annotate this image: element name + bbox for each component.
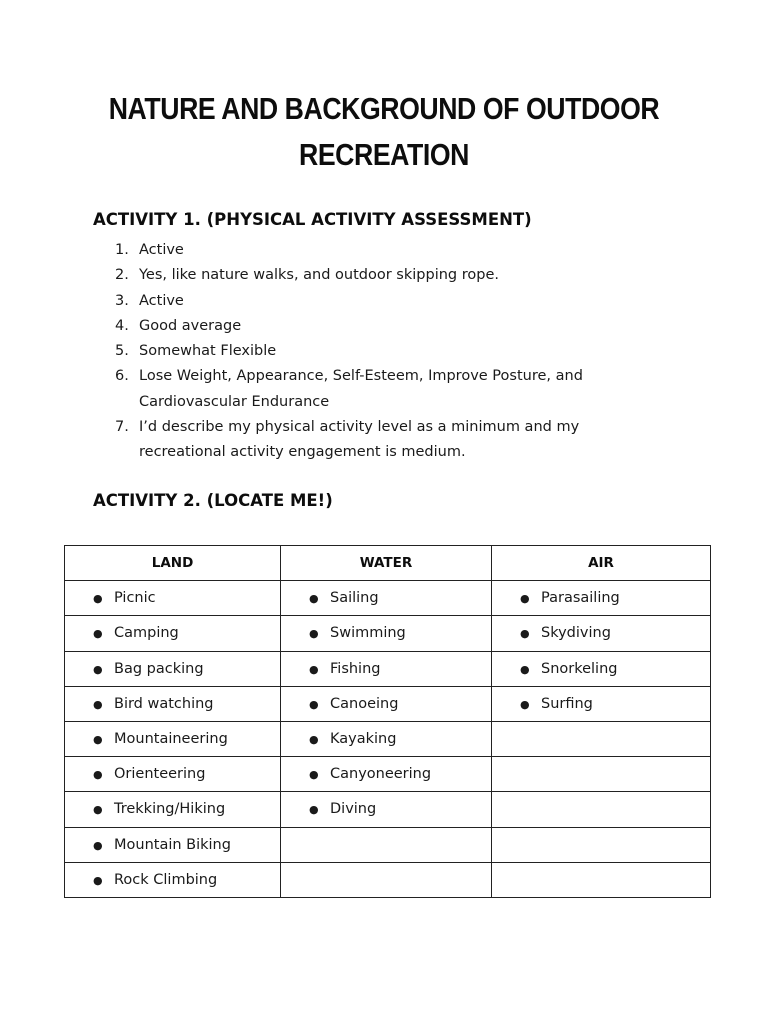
answer-text: Good average [139, 317, 242, 334]
activity-item-text: Picnic [114, 590, 156, 607]
activity-item-text: Rock Climbing [114, 871, 218, 888]
answer-number: 2. [115, 267, 129, 284]
answer-text: Yes, like nature walks, and outdoor skipping rope. [139, 267, 499, 284]
bullet-icon: ● [93, 803, 103, 817]
answer-text: Active [139, 292, 184, 309]
answer-text: I’d describe my physical activity level as a minimum and my recreational activity engagement is medium. [139, 419, 580, 461]
table-cell-water [281, 792, 492, 827]
activity-item-text: Fishing [330, 660, 381, 677]
bullet-icon: ● [93, 592, 103, 606]
table-cell-air [492, 827, 711, 862]
bullet-icon: ● [520, 697, 530, 711]
bullet-icon: ● [309, 697, 319, 711]
table-cell-air [492, 581, 711, 616]
answer-item [93, 238, 653, 263]
table-row [65, 757, 711, 792]
answer-text: Lose Weight, Appearance, Self-Esteem, Improve Posture, and Cardiovascular Endurance [139, 368, 583, 410]
activity-item-text: Bird watching [114, 695, 214, 712]
table-row [65, 686, 711, 721]
bullet-icon: ● [93, 873, 103, 887]
bullet-icon: ● [309, 768, 319, 782]
table-cell-water [281, 827, 492, 862]
answer-item [93, 263, 653, 288]
table-cell-land [65, 581, 281, 616]
table-row [65, 616, 711, 651]
table-cell-air [492, 862, 711, 897]
answer-number: 7. [115, 419, 129, 436]
table-cell-land [65, 616, 281, 651]
answer-number: 4. [115, 317, 129, 334]
locate-me-table [64, 545, 711, 898]
column-header-land: LAND [65, 546, 281, 581]
activity-item-text: Orienteering [114, 766, 206, 783]
activity-item-text: Swimming [330, 625, 406, 642]
table-cell-air [492, 757, 711, 792]
table-row [65, 862, 711, 897]
table-row [65, 827, 711, 862]
activity-2-heading: ACTIVITY 2. (LOCATE ME!) [93, 491, 333, 510]
activity-item-text: Parasailing [541, 590, 620, 607]
column-header-water: WATER [281, 546, 492, 581]
table-cell-water [281, 616, 492, 651]
bullet-icon: ● [309, 592, 319, 606]
page-title-line-2: RECREATION [299, 137, 469, 172]
table-cell-water [281, 581, 492, 616]
answer-number: 3. [115, 292, 129, 309]
activity-item-text: Sailing [330, 590, 379, 607]
activity-item-text: Canyoneering [330, 766, 432, 783]
table-body [65, 581, 711, 898]
bullet-icon: ● [520, 592, 530, 606]
table-header-row [65, 546, 711, 581]
table-cell-air [492, 721, 711, 756]
table-cell-land [65, 651, 281, 686]
activity-item-text: Mountaineering [114, 731, 228, 748]
bullet-icon: ● [93, 838, 103, 852]
answer-item [93, 314, 653, 339]
answer-number: 1. [115, 242, 129, 258]
table-cell-land [65, 792, 281, 827]
activity-1-answer-list [93, 238, 653, 466]
table-cell-water [281, 686, 492, 721]
answer-item [93, 289, 653, 314]
activity-1-heading: ACTIVITY 1. (PHYSICAL ACTIVITY ASSESSMENT) [93, 210, 532, 229]
table-cell-air [492, 686, 711, 721]
table-cell-land [65, 757, 281, 792]
table-row [65, 581, 711, 616]
bullet-icon: ● [309, 803, 319, 817]
table-cell-land [65, 686, 281, 721]
activity-item-text: Skydiving [541, 625, 611, 642]
table-cell-air [492, 616, 711, 651]
table-cell-land [65, 827, 281, 862]
activity-item-text: Diving [330, 801, 377, 818]
bullet-icon: ● [309, 662, 319, 676]
table-cell-water [281, 757, 492, 792]
page-title [54, 86, 714, 178]
activity-item-text: Canoeing [330, 695, 399, 712]
table-cell-land [65, 862, 281, 897]
table-cell-air [492, 792, 711, 827]
activity-item-text: Camping [114, 625, 179, 642]
table-row [65, 721, 711, 756]
answer-item [93, 364, 653, 415]
bullet-icon: ● [520, 627, 530, 641]
activity-item-text: Trekking/Hiking [114, 801, 226, 818]
table-cell-land [65, 721, 281, 756]
table-cell-air [492, 651, 711, 686]
bullet-icon: ● [93, 768, 103, 782]
bullet-icon: ● [309, 733, 319, 747]
answer-number: 5. [115, 343, 129, 360]
bullet-icon: ● [93, 733, 103, 747]
answer-text: Somewhat Flexible [139, 343, 277, 360]
answer-item [93, 415, 653, 466]
table-cell-water [281, 862, 492, 897]
activity-item-text: Bag packing [114, 660, 204, 677]
activity-item-text: Mountain Biking [114, 836, 231, 853]
table-row [65, 792, 711, 827]
page-title-line-1: NATURE AND BACKGROUND OF OUTDOOR [108, 91, 660, 126]
bullet-icon: ● [93, 697, 103, 711]
bullet-icon: ● [93, 662, 103, 676]
activity-item-text: Surfing [541, 695, 593, 712]
answer-text: Active [139, 242, 184, 258]
table-cell-water [281, 721, 492, 756]
bullet-icon: ● [520, 662, 530, 676]
activity-item-text: Kayaking [330, 731, 397, 748]
bullet-icon: ● [93, 627, 103, 641]
answer-item [93, 339, 653, 364]
table-cell-water [281, 651, 492, 686]
answer-number: 6. [115, 368, 129, 385]
column-header-air: AIR [492, 546, 711, 581]
table-row [65, 651, 711, 686]
bullet-icon: ● [309, 627, 319, 641]
activity-item-text: Snorkeling [541, 660, 618, 677]
